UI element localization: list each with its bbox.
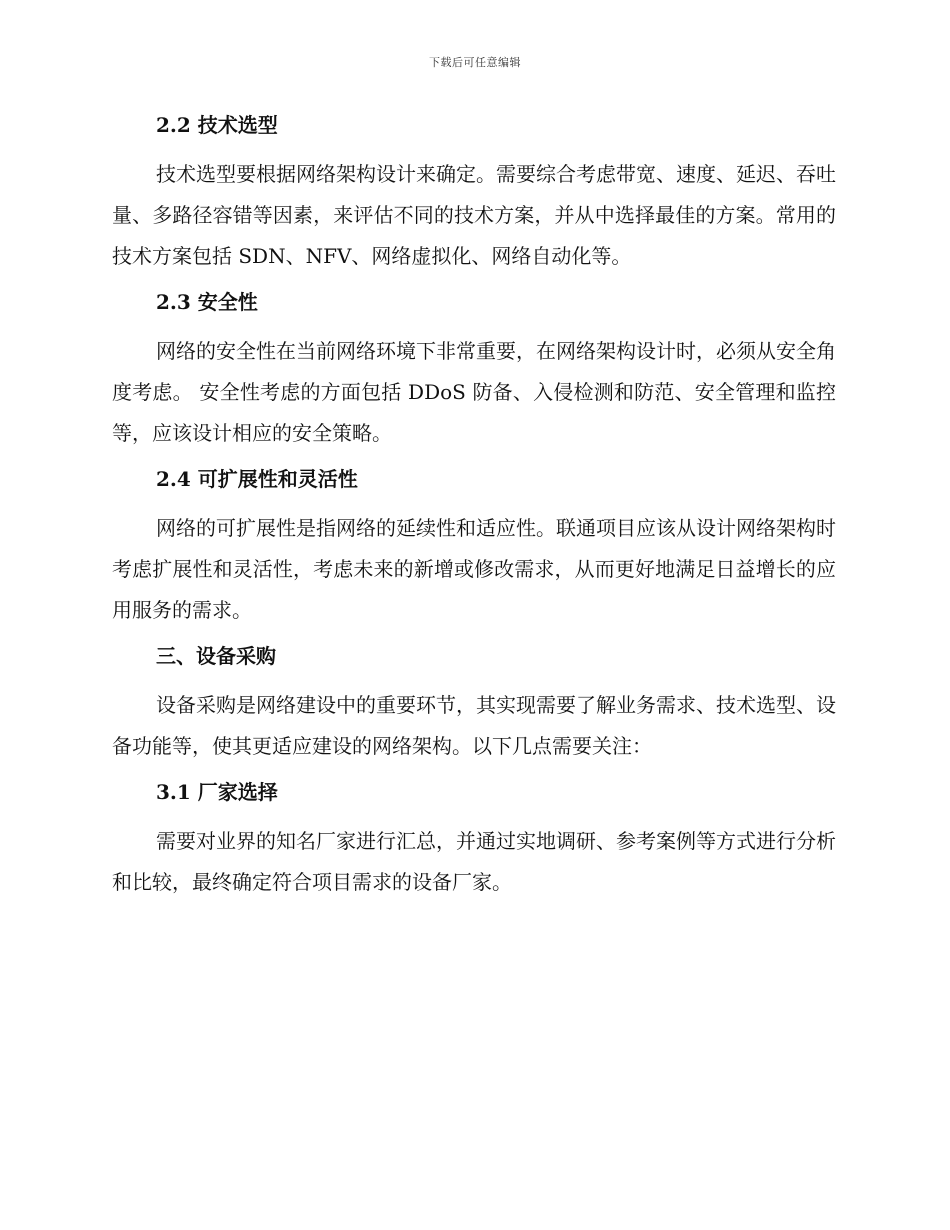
section-paragraph: 网络的安全性在当前网络环境下非常重要，在网络架构设计时，必须从安全角度考虑。 安全性考虑的方面包括 DDoS 防备、入侵检测和防范、安全管理和监控等，应该设计相应的安全策略。 bbox=[112, 339, 836, 445]
section-heading: 2.4 可扩展性和灵活性 bbox=[156, 467, 358, 491]
section-paragraph: 技术选型要根据网络架构设计来确定。需要综合考虑带宽、速度、延迟、吞吐量、多路径容错等因素，来评估不同的技术方案，并从中选择最佳的方案。常用的技术方案包括 SDN、NFV、网络虚拟化、网络自动化等。 bbox=[112, 162, 836, 268]
section-heading: 2.2 技术选型 bbox=[156, 113, 278, 137]
section-paragraph: 网络的可扩展性是指网络的延续性和适应性。联通项目应该从设计网络架构时考虑扩展性和灵活性，考虑未来的新增或修改需求，从而更好地满足日益增长的应用服务的需求。 bbox=[112, 516, 836, 622]
document-body bbox=[112, 110, 836, 903]
chapter-heading: 三、设备采购 bbox=[156, 644, 276, 668]
section-heading: 3.1 厂家选择 bbox=[156, 780, 278, 804]
section-paragraph: 需要对业界的知名厂家进行汇总，并通过实地调研、参考案例等方式进行分析和比较，最终确定符合项目需求的设备厂家。 bbox=[112, 829, 836, 894]
page-header: 下载后可任意编辑 bbox=[429, 56, 521, 69]
section-heading: 2.3 安全性 bbox=[156, 290, 258, 314]
section-paragraph: 设备采购是网络建设中的重要环节，其实现需要了解业务需求、技术选型、设备功能等，使其更适应建设的网络架构。以下几点需要关注： bbox=[112, 693, 836, 758]
